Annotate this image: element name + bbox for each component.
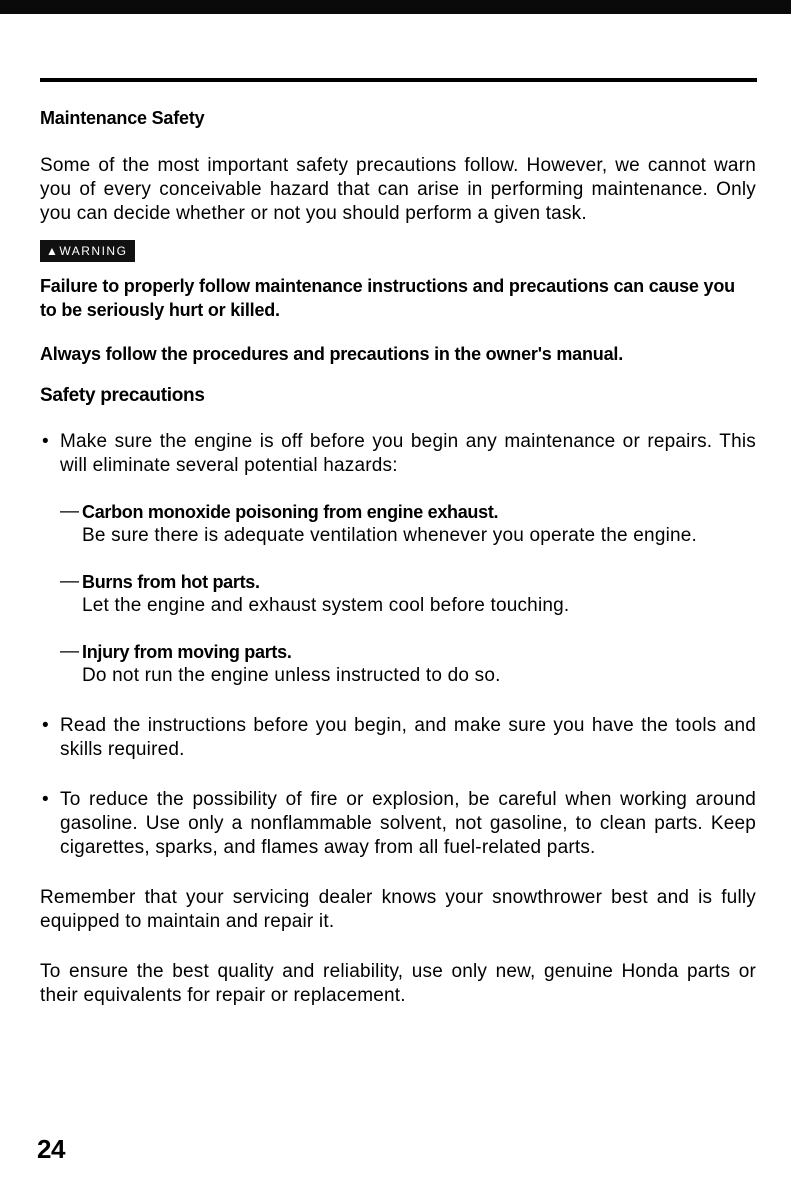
hazard-description: Be sure there is adequate ventilation whenever you operate the engine. xyxy=(82,525,698,546)
intro-paragraph: Some of the most important safety precautions follow. However, we cannot warn you of every conceivable hazard that can arise in performing maintenance. Only you can decide whether or not you should perform a given task. xyxy=(40,155,756,224)
page-number: 24 xyxy=(37,1134,65,1164)
warning-badge: ▲WARNING xyxy=(40,240,135,262)
precautions-title: Safety precautions xyxy=(40,385,205,406)
list-item xyxy=(40,714,756,762)
top-scan-bar xyxy=(0,0,791,14)
hazard-item xyxy=(40,500,756,548)
bullet-text: To reduce the possibility of fire or explosion, be careful when working around gasoline. Use only a nonflammable solvent, not gasoline, to clean parts. Keep cigarettes, sparks, and flames away from all fuel-related parts. xyxy=(60,789,756,858)
header-rule xyxy=(40,78,757,82)
hazard-title: Carbon monoxide poisoning from engine exhaust. xyxy=(82,502,499,522)
list-item xyxy=(40,430,756,478)
section-title: Maintenance Safety xyxy=(40,108,205,128)
bullet-text: Read the instructions before you begin, and make sure you have the tools and skills required. xyxy=(60,715,756,760)
hazard-title: Burns from hot parts. xyxy=(82,572,260,592)
bullet-icon: • xyxy=(42,789,49,810)
bullet-icon: • xyxy=(42,431,49,452)
warning-followup: Always follow the procedures and precautions in the owner's manual. xyxy=(40,344,623,364)
bullet-text: Make sure the engine is off before you begin any maintenance or repairs. This will eliminate several potential hazards: xyxy=(60,431,756,476)
bullet-icon: • xyxy=(42,715,49,736)
page-content xyxy=(40,106,756,1008)
dash-icon: — xyxy=(60,571,79,592)
hazard-description: Do not run the engine unless instructed to do so. xyxy=(82,665,501,686)
dash-icon: — xyxy=(60,501,79,522)
hazard-item xyxy=(40,640,756,688)
hazard-title: Injury from moving parts. xyxy=(82,642,292,662)
ensure-paragraph: To ensure the best quality and reliability, use only new, genuine Honda parts or their equivalents for repair or replacement. xyxy=(40,961,756,1006)
hazard-description: Let the engine and exhaust system cool before touching. xyxy=(82,595,570,616)
dash-icon: — xyxy=(60,641,79,662)
warning-text: Failure to properly follow maintenance instructions and precautions can cause you to be seriously hurt or killed. xyxy=(40,276,735,320)
hazard-item xyxy=(40,570,756,618)
warning-label-row xyxy=(40,240,756,262)
remember-paragraph: Remember that your servicing dealer knows your snowthrower best and is fully equipped to maintain and repair it. xyxy=(40,887,756,932)
list-item xyxy=(40,788,756,860)
